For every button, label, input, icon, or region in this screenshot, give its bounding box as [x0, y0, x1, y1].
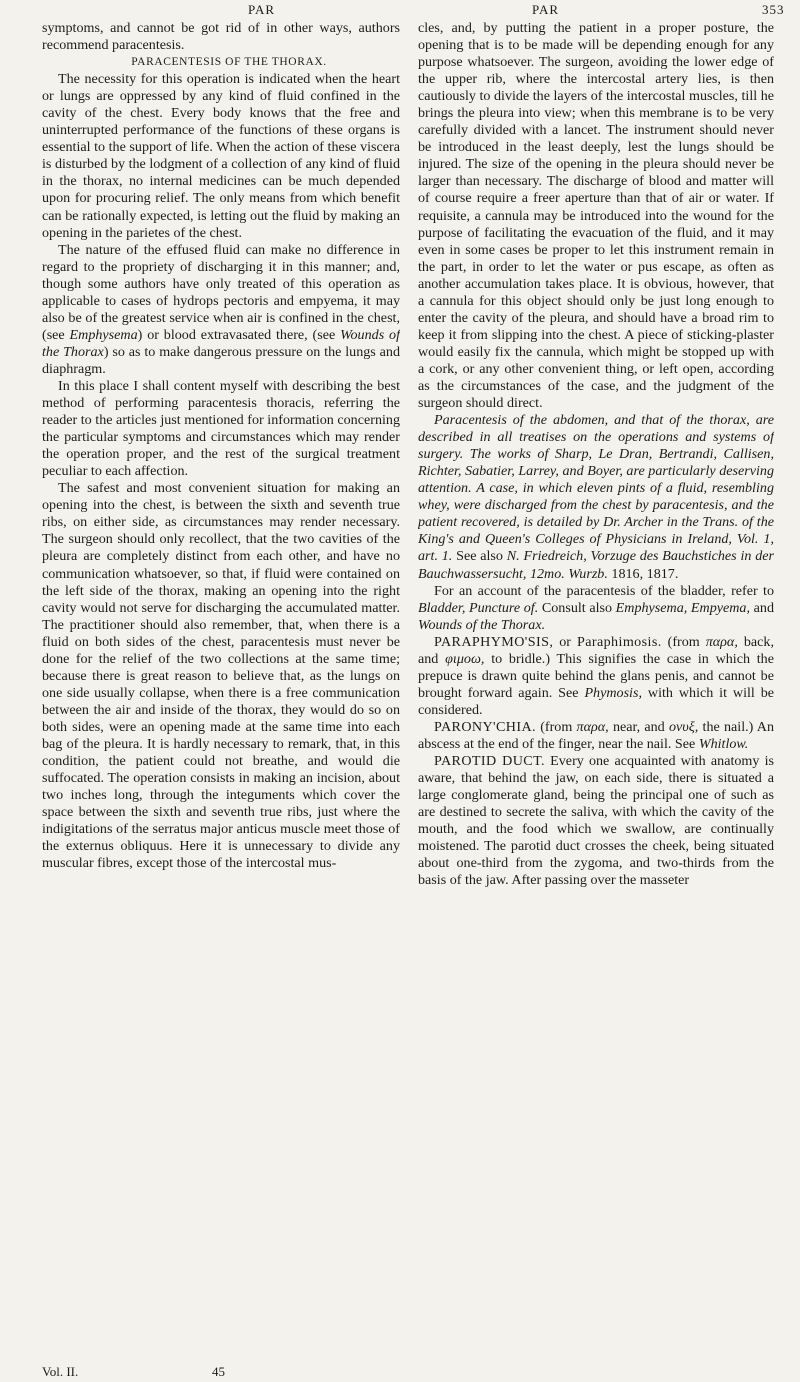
footer — [42, 1364, 400, 1380]
section-heading: PARACENTESIS OF THE THORAX. — [131, 56, 327, 69]
paragraph-intro: symptoms, and cannot be got rid of in other ways, authors recommend paracentesis. — [42, 20, 400, 54]
paragraph: The safest and most convenient situation for making an opening into the chest, is between the sixth and seventh true ribs, on either side, as circumstances may render necessary. The surgeon should only recollect, that the two cavities of the pleura are completely distinct from each other, and have no communication whatsoever, so that, if fluid were contained on the left side of the thorax, making an opening into the right cavity would not serve for discharging the accumulated matter. The practitioner should also remember, that, when there is a fluid on both sides of the chest, paracentesis must never be done for the relief of the two collections at the same time; because there is great reason to believe that, as the lungs on one side usually collapse, when there is a free communication between the air and inside of the thorax, they would do so on both sides, were an opening made at the same time into each bag of the pleura. It is hardly necessary to remark, that, in this condition, the patient could not breathe, and would die suffocated. The operation consists in making an incision, about two inches long, through the integuments which cover the space between the sixth and seventh true ribs, just where the indigitations of the serratus major anticus muscle meet those of the externus obliquus. Here it is unnecessary to divide any muscular fibres, except those of the intercostal mus- — [42, 480, 400, 872]
signature-mark: 45 — [212, 1364, 225, 1379]
greek-word: παρα, — [705, 633, 738, 650]
paragraph: cles, and, by putting the patient in a proper posture, the opening that is to be made will be depending enough for any purpose whatsoever. The surgeon, avoiding the lower edge of the upper rib, where the intercostal artery lies, is then cautiously to divide the layers of the intercostal muscles, till he brings the pleura into view; when this membrane is to be very carefully divided with a lancet. The instrument should never be introduced in the least deeply, lest the lungs should be injured. The size of the opening in the pleura should never be larger than necessary. The discharge of blood and matter will of course require a freer aperture than that of air or water. If requisite, a cannula may be introduced into the wound for the purpose of facilitating the evacuation of the fluid, and it may even in some cases be proper to let this instrument remain in the part, in order to let the water or pus escape, as often as another accumulation takes place. It is obvious, however, that a cannula for this object should only be just long enough to enter the cavity of the pleura, and should have a broad rim to keep it from slipping into the chest. A piece of sticking-plaster would easily fix the cannula, which might be stopped up with a cork, or any other convenient thing, or left open, according as the circumstances of the case, and the judgment of the surgeon should direct. — [418, 20, 774, 412]
entry-parotid-duct: PAROTID DUCT. Every one acquainted with anatomy is aware, that behind the jaw, on each side, there is situated a large conglomerate gland, being the principal one of such as are destined to secrete the saliva, with which the cavity of the mouth, and the food which we swallow, are continually moistened. The parotid duct crosses the cheek, being situated about one-third from the zygoma, and two-thirds from the basis of the jaw. After passing over the masseter — [418, 753, 774, 889]
bibliography-note: Paracentesis of the abdomen, and that of the thorax, are described in all treatises on the operations and systems of surgery. The works of Sharp, Le Dran, Bertrandi, Callisen, Richter, Sabatier, Larrey, and Boyer, are particularly deserving attention. A case, in which eleven pints of a fluid, resembling whey, were discharged from the chest by paracentesis, and the patient recovered, is detailed by Dr. Archer in the Trans. of the King's and Queen's Colleges of Physicians in Ireland, Vol. 1, art. 1. See also N. Friedreich, Vorzuge des Bauchstiches in der Bauchwassersucht, 12mo. Wurzb. 1816, 1817. — [418, 412, 774, 582]
paragraph: The necessity for this operation is indicated when the heart or lungs are oppressed by any kind of fluid confined in the cavity of the chest. Every body knows that the free and uninterrupted performance of the functions of these organs is essential to the support of life. When the action of these viscera is disturbed by the lodgment of a collection of any kind of fluid in the thorax, no internal medicines can be much depended upon for procuring relief. The only means from which benefit can be rationally expected, is letting out the fluid by making an opening in the parietes of the chest. — [42, 71, 400, 241]
cross-reference: Wounds of the Thorax — [42, 326, 400, 360]
cross-reference: Wounds of the Thorax. — [418, 616, 546, 633]
header-left: PAR — [248, 2, 276, 17]
cross-reference: Phymosis, — [584, 684, 642, 701]
entry-heading: PARAPHYMO'SIS, — [434, 633, 554, 650]
left-column — [42, 20, 400, 1370]
paragraph: For an account of the paracentesis of the bladder, refer to Bladder, Puncture of. Consult also Emphysema, Empyema, and Wounds of the Thorax. — [418, 582, 774, 633]
cross-reference: Whitlow. — [698, 735, 749, 752]
running-header — [0, 2, 800, 20]
entry-paronychia: PARONY'CHIA. (from παρα, near, and ονυξ, the nail.) An abscess at the end of the finger, near the nail. See Whitlow. — [418, 718, 774, 752]
entry-paraphymosis: PARAPHYMO'SIS, or Paraphimosis. (from παρα, back, and φιμοω, to bridle.) This signifies the case in which the prepuce is drawn quite behind the glans penis, and cannot be brought forward again. See Phymosis, with which it will be considered. — [418, 633, 774, 718]
greek-word: παρα, — [576, 718, 609, 735]
cross-reference: Emphysema — [69, 326, 138, 343]
greek-word: ονυξ, — [668, 718, 699, 735]
volume-label: Vol. II. — [42, 1364, 79, 1379]
entry-heading: PARONY'CHIA. — [434, 718, 536, 735]
greek-word: φιμοω, — [445, 650, 485, 667]
header-right: PAR — [532, 2, 560, 17]
paragraph: The nature of the effused fluid can make no difference in regard to the propriety of discharging it in this manner; and, though some authors have only treated of this operation as applicable to cases of hydrops pectoris and empyema, it may also be of the greatest service when air is confined in the chest, (see Emphysema) or blood extravasated there, (see Wounds of the Thorax) so as to make dangerous pressure on the lungs and diaphragm. — [42, 241, 400, 377]
paragraph: In this place I shall content myself with describing the best method of performing paracentesis thoracis, referring the reader to the articles just mentioned for information concerning the particular symptoms and circumstances which may render the operation proper, and the rest of the surgical treatment peculiar to each affection. — [42, 377, 400, 480]
right-column — [418, 20, 774, 1370]
entry-heading: PAROTID DUCT. — [434, 753, 545, 770]
page-number: 353 — [762, 2, 785, 17]
cross-reference: Emphysema, Empyema, — [615, 599, 751, 616]
cross-reference: Bladder, Puncture of. — [418, 599, 539, 616]
